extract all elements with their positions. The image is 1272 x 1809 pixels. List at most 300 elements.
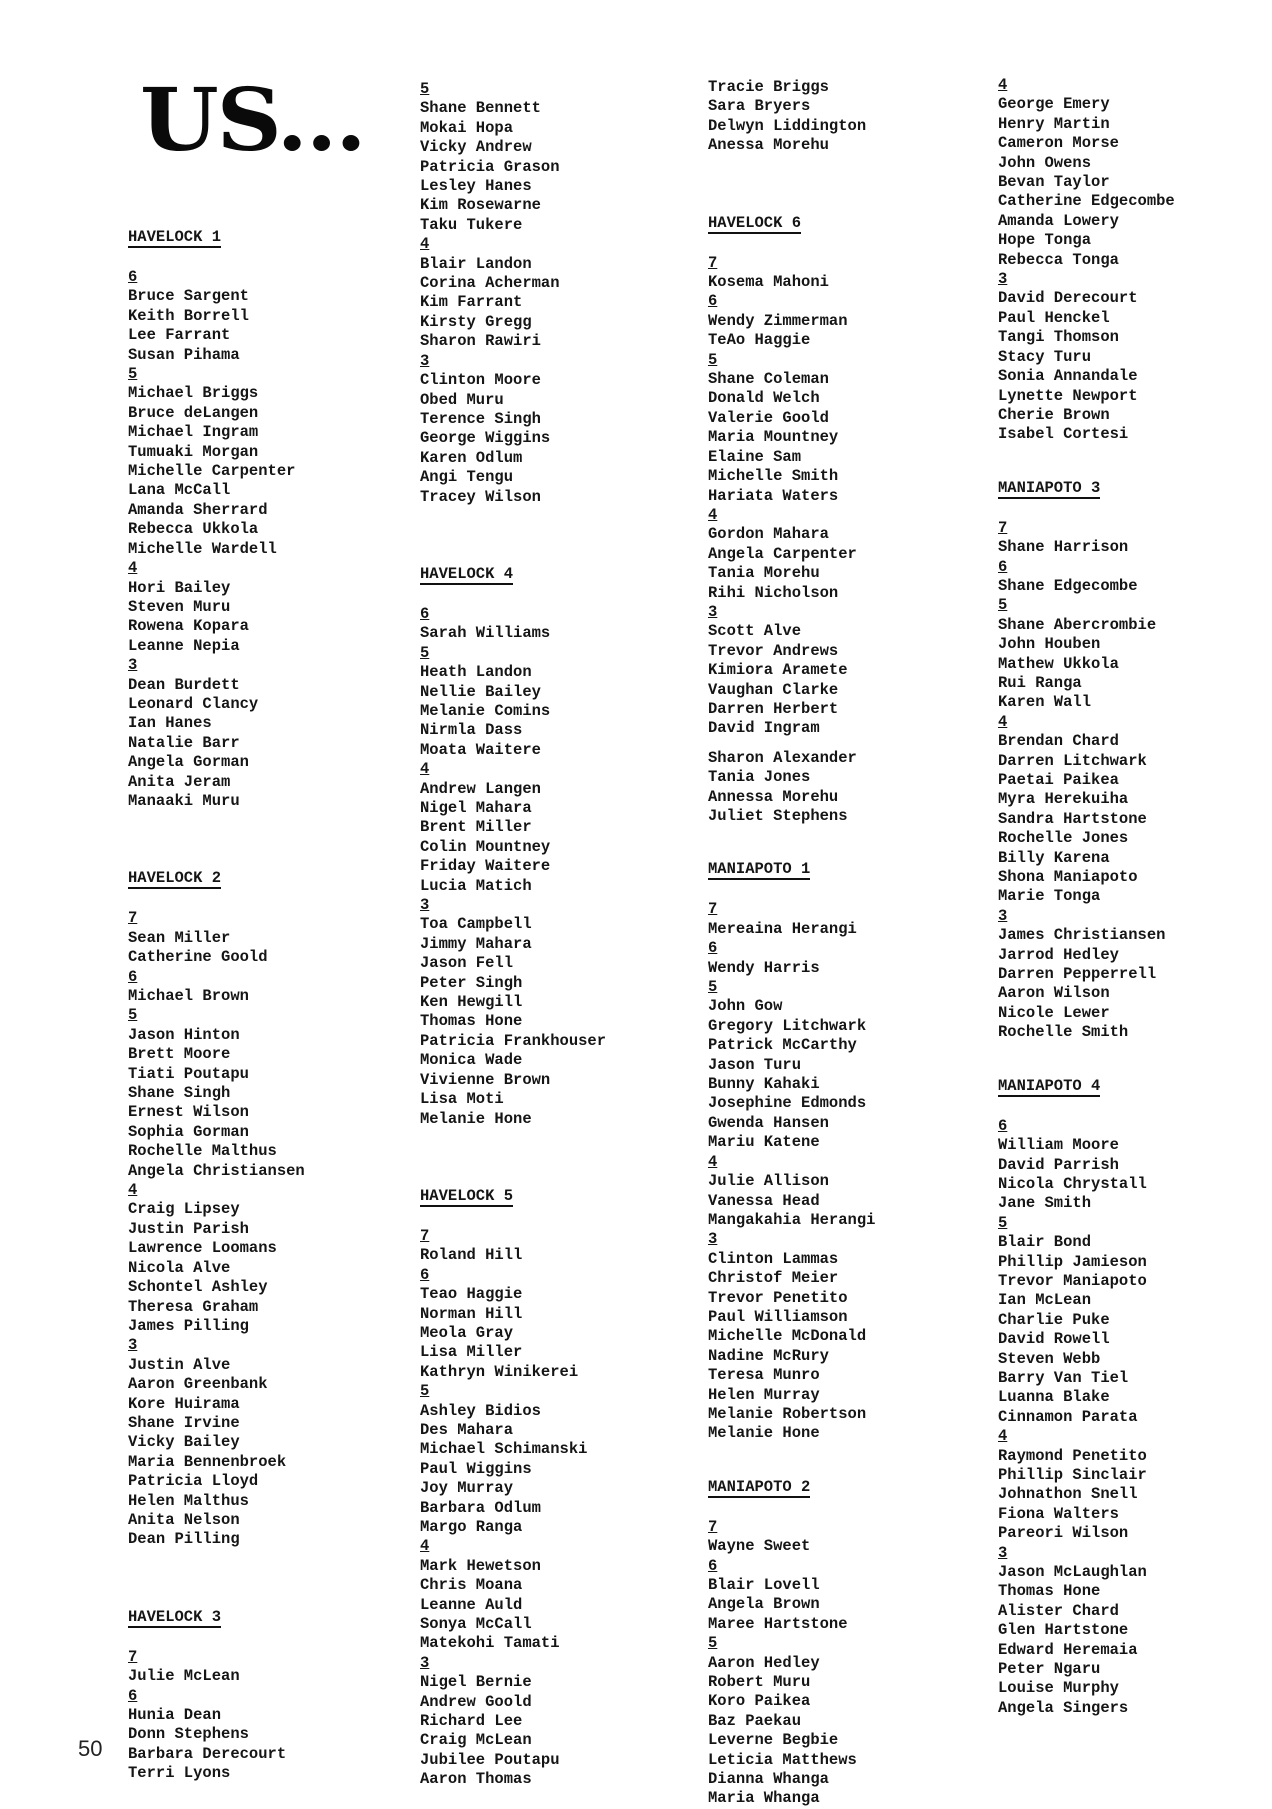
student-name: Steven Muru	[128, 597, 231, 616]
student-name: Angela Christiansen	[128, 1161, 305, 1180]
student-name: Fiona Walters	[998, 1504, 1119, 1523]
student-name: Matekohi Tamati	[420, 1634, 560, 1653]
section-heading: HAVELOCK 6	[708, 213, 802, 232]
student-name: Nirmla Dass	[420, 721, 523, 740]
student-name: Colin Mountney	[420, 837, 551, 856]
student-name: Kore Huirama	[128, 1394, 240, 1413]
student-name: Vicky Bailey	[128, 1433, 240, 1452]
student-name: Angela Singers	[998, 1698, 1129, 1717]
student-name: Ken Hewgill	[420, 993, 523, 1012]
student-name: Wendy Zimmerman	[708, 311, 848, 330]
section-heading-wrap	[128, 1608, 305, 1648]
student-name: Maria Bennenbroek	[128, 1452, 287, 1471]
student-name: Karen Odlum	[420, 448, 523, 467]
section-heading-wrap	[128, 869, 305, 909]
section-heading: HAVELOCK 2	[128, 869, 222, 888]
student-name: Melanie Robertson	[708, 1404, 867, 1423]
grade-label: 3	[998, 906, 1008, 925]
student-name: Lee Farrant	[128, 326, 231, 345]
student-name: Blair Landon	[420, 254, 532, 273]
student-name: Ian Hanes	[128, 714, 212, 733]
student-name: Terri Lyons	[128, 1764, 231, 1783]
grade-label: 7	[708, 253, 718, 272]
section-heading-wrap	[420, 565, 606, 605]
grade-label: 4	[128, 559, 138, 578]
student-name: Lesley Hanes	[420, 177, 532, 196]
student-name: Lisa Miller	[420, 1343, 523, 1362]
student-name: Keith Borrell	[128, 306, 249, 325]
student-name: Michelle Carpenter	[128, 462, 296, 481]
student-name: Shane Harrison	[998, 538, 1129, 557]
student-name: Catherine Goold	[128, 948, 268, 967]
student-name: Tiati Poutapu	[128, 1064, 249, 1083]
student-name: Ernest Wilson	[128, 1103, 249, 1122]
grade-label: 4	[128, 1181, 138, 1200]
student-name: Hori Bailey	[128, 578, 231, 597]
student-name: Anessa Morehu	[708, 136, 829, 155]
student-name: Jarrod Hedley	[998, 945, 1119, 964]
student-name: William Moore	[998, 1136, 1119, 1155]
grade-label: 3	[420, 896, 430, 915]
student-name: Isabel Cortesi	[998, 425, 1129, 444]
student-name: Angi Tengu	[420, 468, 514, 487]
student-name: Rochelle Smith	[998, 1023, 1129, 1042]
grade-label: 4	[420, 1537, 430, 1556]
grade-label: 3	[998, 1543, 1008, 1562]
student-name: Vanessa Head	[708, 1191, 820, 1210]
student-name: Annessa Morehu	[708, 787, 839, 806]
student-name: Karen Wall	[998, 693, 1092, 712]
student-name: Rebecca Ukkola	[128, 520, 259, 539]
student-name: Donn Stephens	[128, 1725, 249, 1744]
student-name: Leanne Nepia	[128, 636, 240, 655]
student-name: Trevor Penetito	[708, 1288, 848, 1307]
student-name: Wayne Sweet	[708, 1537, 811, 1556]
student-name: Shane Singh	[128, 1084, 231, 1103]
student-name: Hope Tonga	[998, 231, 1092, 250]
student-name: Catherine Edgecombe	[998, 192, 1175, 211]
student-name: Josephine Edmonds	[708, 1094, 867, 1113]
student-name: Ian McLean	[998, 1291, 1092, 1310]
grade-label: 6	[708, 1556, 718, 1575]
student-name: Anita Nelson	[128, 1510, 240, 1529]
student-name: Michael Brown	[128, 987, 249, 1005]
student-name: Michelle Smith	[708, 467, 839, 486]
student-name: Patrick McCarthy	[708, 1036, 857, 1055]
student-name: Shona Maniapoto	[998, 868, 1138, 887]
student-name: Melanie Comins	[420, 701, 551, 720]
grade-label: 5	[998, 1213, 1008, 1232]
student-name: Kosema Mahoni	[708, 273, 829, 292]
section-heading-wrap	[708, 1478, 875, 1518]
grade-label: 6	[708, 292, 718, 311]
student-name: Aaron Thomas	[420, 1770, 532, 1789]
grade-label: 5	[420, 80, 430, 98]
student-name: Vivienne Brown	[420, 1070, 551, 1089]
column-2	[420, 80, 606, 1790]
student-name: David Parrish	[998, 1155, 1119, 1174]
student-name: Dean Pilling	[128, 1530, 240, 1549]
student-name: Jason Turu	[708, 1055, 802, 1074]
student-name: Jane Smith	[998, 1194, 1092, 1213]
grade-label: 5	[128, 1006, 138, 1025]
student-name: Nicola Chrystall	[998, 1174, 1147, 1193]
student-name: Leticia Matthews	[708, 1750, 857, 1769]
student-name: Patricia Lloyd	[128, 1472, 259, 1491]
spacer	[420, 1129, 606, 1187]
student-name: Shane Irvine	[128, 1413, 240, 1432]
grade-label: 3	[420, 351, 430, 370]
grade-label: 5	[420, 1382, 430, 1401]
student-name: Glen Hartstone	[998, 1621, 1129, 1640]
student-name: James Pilling	[128, 1316, 249, 1335]
student-name: Des Mahara	[420, 1420, 514, 1439]
student-name: Maria Mountney	[708, 428, 839, 447]
student-name: Amanda Lowery	[998, 211, 1119, 230]
student-name: Rochelle Malthus	[128, 1142, 277, 1161]
student-name: Meola Gray	[420, 1323, 514, 1342]
student-name: Rebecca Tonga	[998, 250, 1119, 269]
grade-label: 7	[998, 518, 1008, 537]
student-name: Darren Litchwark	[998, 751, 1147, 770]
student-name: Vaughan Clarke	[708, 680, 839, 699]
student-name: David Derecourt	[998, 289, 1138, 308]
student-name: Lisa Moti	[420, 1090, 504, 1109]
student-name: Mereaina Herangi	[708, 919, 857, 938]
student-name: Jason Fell	[420, 954, 514, 973]
student-name: Theresa Graham	[128, 1297, 259, 1316]
student-name: Bruce Sargent	[128, 287, 249, 306]
student-name: Mathew Ukkola	[998, 654, 1119, 673]
student-name: Vicky Andrew	[420, 138, 532, 157]
student-name: Trevor Maniapoto	[998, 1271, 1147, 1290]
student-name: Jubilee Poutapu	[420, 1750, 560, 1769]
section-heading: MANIAPOTO 2	[708, 1477, 811, 1496]
student-name: Tania Jones	[708, 768, 811, 787]
page-number: 50	[78, 1736, 103, 1761]
student-name: Tumuaki Morgan	[128, 442, 259, 461]
student-name: Leverne Begbie	[708, 1731, 839, 1750]
student-name: Michael Schimanski	[420, 1440, 588, 1459]
student-name: Patricia Frankhouser	[420, 1031, 607, 1050]
student-name: Mangakahia Herangi	[708, 1210, 876, 1229]
section-heading-wrap	[998, 1077, 1175, 1117]
student-name: Maree Hartstone	[708, 1614, 848, 1633]
grade-label: 6	[128, 268, 138, 286]
student-name: Brett Moore	[128, 1045, 231, 1064]
student-name: Michelle Wardell	[128, 539, 277, 558]
section-heading: MANIAPOTO 3	[998, 478, 1101, 497]
grade-label: 6	[998, 1116, 1008, 1135]
grade-label: 7	[128, 909, 138, 928]
student-name: Natalie Barr	[128, 733, 240, 752]
student-name: Raymond Penetito	[998, 1446, 1147, 1465]
student-name: Delwyn Liddington	[708, 116, 867, 135]
student-name: Margo Ranga	[420, 1518, 523, 1536]
student-name: Angela Gorman	[128, 753, 249, 772]
student-name: Joy Murray	[420, 1479, 514, 1498]
student-name: Susan Pihama	[128, 345, 240, 364]
student-name: Michael Briggs	[128, 384, 259, 403]
grade-label: 3	[128, 656, 138, 675]
student-name: Lana McCall	[128, 481, 231, 500]
grade-label: 5	[128, 365, 138, 384]
student-name: Aaron Wilson	[998, 984, 1110, 1003]
grade-label: 6	[128, 967, 138, 986]
grade-label: 7	[128, 1647, 138, 1666]
student-name: Julie McLean	[128, 1667, 240, 1686]
student-name: James Christiansen	[998, 926, 1166, 945]
student-name: TeAo Haggie	[708, 331, 811, 350]
student-name: Lawrence Loomans	[128, 1239, 277, 1258]
section-heading: HAVELOCK 3	[128, 1607, 222, 1626]
section-heading-wrap	[998, 479, 1175, 519]
grade-label: 3	[708, 602, 718, 621]
student-name: Clinton Lammas	[708, 1249, 839, 1268]
student-name: Stacy Turu	[998, 347, 1092, 366]
student-name: Mariu Katene	[708, 1133, 820, 1152]
grade-label: 3	[420, 1653, 430, 1672]
student-name: Maria Whanga	[708, 1789, 820, 1808]
student-name: John Owens	[998, 153, 1092, 172]
student-name: Marie Tonga	[998, 887, 1101, 906]
student-name: Nicole Lewer	[998, 1003, 1110, 1022]
student-name: Lynette Newport	[998, 386, 1138, 405]
student-name: Elaine Sam	[708, 447, 802, 466]
student-name: Brent Miller	[420, 818, 532, 837]
page-title: US...	[140, 70, 365, 171]
student-name: Nellie Bailey	[420, 682, 541, 701]
grade-label: 6	[128, 1686, 138, 1705]
student-name: Sharon Rawiri	[420, 332, 541, 351]
student-name: Sophia Gorman	[128, 1122, 249, 1141]
spacer	[128, 1550, 305, 1608]
student-name: Nigel Bernie	[420, 1673, 532, 1692]
grade-label: 6	[998, 557, 1008, 576]
student-name: John Houben	[998, 635, 1101, 654]
student-name: Nigel Mahara	[420, 799, 532, 817]
column-3	[708, 78, 875, 1809]
student-name: Craig Lipsey	[128, 1200, 240, 1219]
student-name: Phillip Jamieson	[998, 1252, 1147, 1271]
student-name: Tangi Thomson	[998, 328, 1119, 347]
student-name: Norman Hill	[420, 1304, 523, 1323]
student-name: Darren Herbert	[708, 699, 839, 718]
student-name: Charlie Puke	[998, 1310, 1110, 1329]
student-name: Jason Hinton	[128, 1025, 240, 1044]
section-heading-wrap	[708, 214, 875, 254]
student-name: Michelle McDonald	[708, 1327, 867, 1346]
student-name: Nadine McRury	[708, 1346, 829, 1365]
student-name: Aaron Hedley	[708, 1653, 820, 1672]
student-name: Shane Bennett	[420, 99, 541, 118]
section-heading: MANIAPOTO 4	[998, 1076, 1101, 1095]
student-name: Aaron Greenbank	[128, 1375, 268, 1394]
grade-label: 3	[708, 1230, 718, 1249]
student-name: Bruce deLangen	[128, 403, 259, 422]
student-name: Bevan Taylor	[998, 173, 1110, 192]
student-name: Donald Welch	[708, 389, 820, 408]
student-name: Sonya McCall	[420, 1615, 532, 1634]
student-name: Patricia Grason	[420, 157, 560, 176]
student-name: Sean Miller	[128, 928, 231, 947]
grade-label: 3	[128, 1336, 138, 1355]
student-name: Helen Murray	[708, 1385, 820, 1404]
student-name: Tania Morehu	[708, 564, 820, 583]
student-name: Paul Henckel	[998, 308, 1110, 327]
student-name: Leanne Auld	[420, 1595, 523, 1614]
student-name: Teresa Munro	[708, 1366, 820, 1385]
student-name: Louise Murphy	[998, 1679, 1119, 1698]
student-name: Hariata Waters	[708, 486, 839, 505]
student-name: Melanie Hone	[420, 1109, 532, 1128]
student-name: Pareori Wilson	[998, 1524, 1129, 1543]
student-name: Angela Carpenter	[708, 544, 857, 563]
student-name: Tracey Wilson	[420, 487, 541, 506]
student-name: Phillip Sinclair	[998, 1466, 1147, 1484]
student-name: John Gow	[708, 997, 783, 1016]
student-name: Moata Waitere	[420, 740, 541, 759]
student-name: David Ingram	[708, 719, 820, 738]
student-name: Jimmy Mahara	[420, 934, 532, 953]
student-name: Sonia Annandale	[998, 367, 1138, 386]
student-name: Kim Rosewarne	[420, 196, 541, 215]
student-name: Rowena Kopara	[128, 617, 249, 636]
grade-label: 6	[420, 1265, 430, 1284]
student-name: Paetai Paikea	[998, 771, 1119, 789]
student-name: Kimiora Aramete	[708, 661, 848, 680]
student-name: Cherie Brown	[998, 405, 1110, 424]
student-name: Dianna Whanga	[708, 1770, 829, 1789]
student-name: Richard Lee	[420, 1712, 523, 1731]
column-1	[128, 228, 305, 1784]
student-name: Scott Alve	[708, 622, 802, 641]
student-name: Peter Singh	[420, 973, 523, 992]
spacer	[708, 739, 875, 749]
student-name: Julie Allison	[708, 1172, 829, 1191]
grade-label: 7	[708, 900, 718, 919]
grade-label: 6	[708, 939, 718, 958]
student-name: Barbara Derecourt	[128, 1744, 287, 1763]
grade-label: 4	[708, 1152, 718, 1171]
student-name: Nicola Alve	[128, 1258, 231, 1277]
student-name: Paul Wiggins	[420, 1459, 532, 1478]
student-name: Gordon Mahara	[708, 525, 829, 544]
student-name: Hunia Dean	[128, 1706, 222, 1724]
grade-label: 5	[420, 643, 430, 662]
student-name: Darren Pepperrell	[998, 965, 1157, 984]
student-name: Gwenda Hansen	[708, 1113, 829, 1132]
student-name: Mark Hewetson	[420, 1556, 541, 1575]
student-name: Lucia Matich	[420, 876, 532, 895]
student-name: Friday Waitere	[420, 857, 551, 876]
spacer	[708, 1444, 875, 1478]
student-name: Sharon Alexander	[708, 748, 857, 767]
student-name: Juliet Stephens	[708, 807, 848, 825]
student-name: Monica Wade	[420, 1051, 523, 1070]
grade-label: 7	[708, 1517, 718, 1536]
student-name: Rihi Nicholson	[708, 583, 839, 602]
section-heading-wrap	[420, 1187, 606, 1227]
student-name: Andrew Langen	[420, 779, 541, 798]
section-heading: MANIAPOTO 1	[708, 860, 811, 879]
student-name: Gregory Litchwark	[708, 1016, 867, 1035]
student-name: Brendan Chard	[998, 732, 1119, 751]
student-name: Steven Webb	[998, 1349, 1101, 1368]
student-name: Heath Landon	[420, 663, 532, 682]
student-name: Schontel Ashley	[128, 1278, 268, 1297]
student-name: Rui Ranga	[998, 673, 1082, 692]
student-name: Paul Williamson	[708, 1307, 848, 1326]
student-name: Chris Moana	[420, 1576, 523, 1595]
student-name: Sara Bryers	[708, 97, 811, 116]
student-name: Trevor Andrews	[708, 641, 839, 660]
student-name: Sarah Williams	[420, 624, 551, 643]
section-heading-wrap	[128, 228, 305, 268]
grade-label: 4	[420, 235, 430, 254]
student-name: Terence Singh	[420, 409, 541, 428]
student-name: Shane Edgecombe	[998, 576, 1138, 595]
student-name: Amanda Sherrard	[128, 500, 268, 519]
student-name: Bunny Kahaki	[708, 1075, 820, 1094]
student-name: Justin Alve	[128, 1355, 231, 1374]
section-heading: HAVELOCK 5	[420, 1186, 514, 1205]
spacer	[708, 826, 875, 860]
grade-label: 4	[998, 76, 1008, 94]
student-name: Tracie Briggs	[708, 78, 829, 96]
student-name: Shane Abercrombie	[998, 615, 1157, 634]
student-name: Dean Burdett	[128, 675, 240, 694]
student-name: Barbara Odlum	[420, 1498, 541, 1517]
student-name: Edward Heremaia	[998, 1640, 1138, 1659]
grade-label: 4	[420, 760, 430, 779]
grade-label: 6	[420, 604, 430, 623]
student-name: Valerie Goold	[708, 408, 829, 427]
student-name: Corina Acherman	[420, 274, 560, 293]
student-name: Thomas Hone	[998, 1582, 1101, 1601]
student-name: Sandra Hartstone	[998, 809, 1147, 828]
student-name: Andrew Goold	[420, 1692, 532, 1711]
spacer	[420, 507, 606, 565]
student-name: Ashley Bidios	[420, 1401, 541, 1420]
student-name: Blair Lovell	[708, 1576, 820, 1594]
grade-label: 5	[998, 596, 1008, 615]
student-name: Myra Herekuiha	[998, 790, 1129, 809]
spacer	[998, 445, 1175, 479]
student-name: Peter Ngaru	[998, 1660, 1101, 1679]
student-name: Leonard Clancy	[128, 694, 259, 713]
student-name: Rochelle Jones	[998, 829, 1129, 848]
student-name: Michael Ingram	[128, 423, 259, 442]
student-name: Cinnamon Parata	[998, 1407, 1138, 1426]
student-name: Jason McLaughlan	[998, 1563, 1147, 1582]
grade-label: 4	[998, 712, 1008, 731]
spacer	[998, 1043, 1175, 1077]
grade-label: 4	[998, 1427, 1008, 1446]
student-name: George Emery	[998, 95, 1110, 114]
student-name: Anita Jeram	[128, 772, 231, 791]
student-name: Toa Campbell	[420, 915, 532, 934]
section-heading-wrap	[708, 860, 875, 900]
student-name: Manaaki Muru	[128, 791, 240, 810]
student-name: Kim Farrant	[420, 293, 523, 312]
student-name: Robert Muru	[708, 1673, 811, 1692]
column-4	[998, 76, 1175, 1718]
student-name: Craig McLean	[420, 1731, 532, 1750]
student-name: Melanie Hone	[708, 1424, 820, 1443]
student-name: Alister Chard	[998, 1601, 1119, 1620]
grade-label: 5	[708, 350, 718, 369]
